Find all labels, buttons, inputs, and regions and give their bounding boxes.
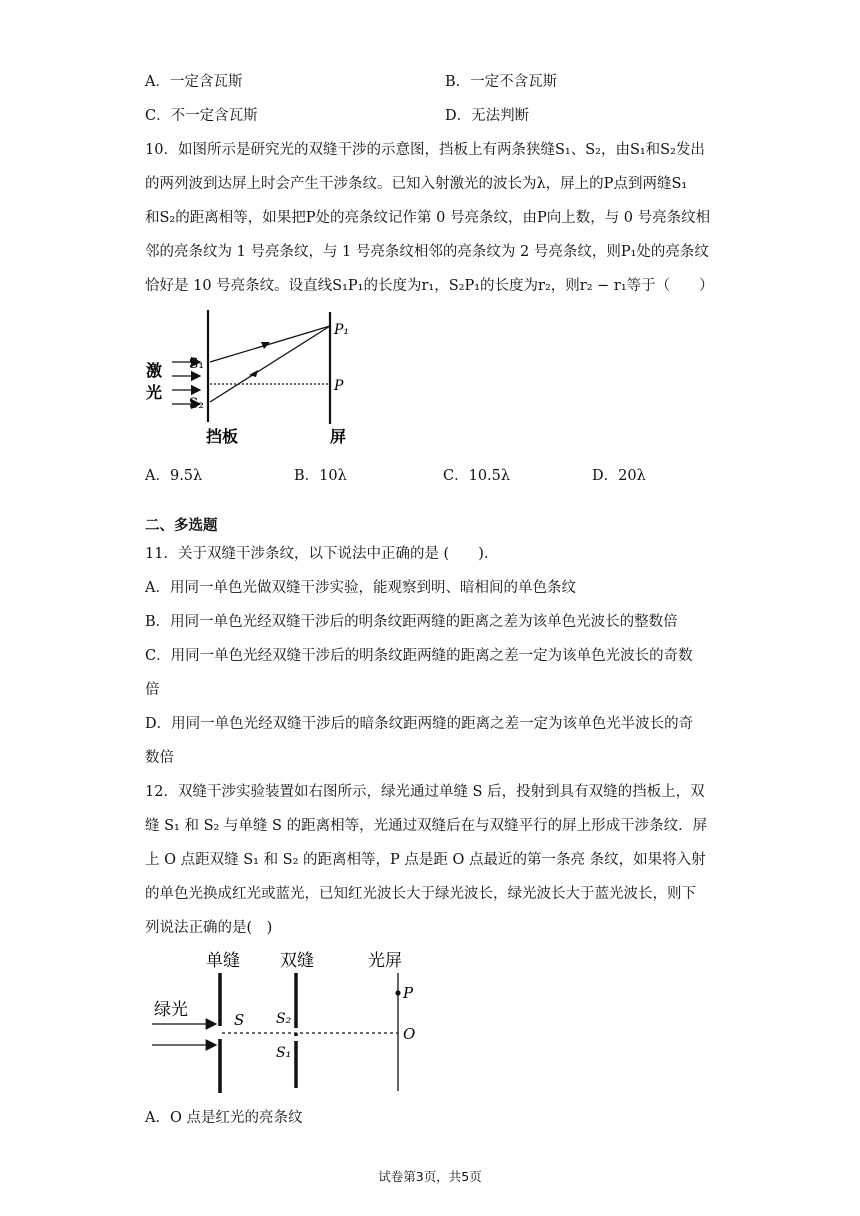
q12-double-slit-setup-figure — [140, 945, 430, 1100]
green-light-label: 绿光 — [154, 1000, 188, 1020]
s1-label: S₁ — [188, 356, 204, 372]
q10-line-2: 的两列波到达屏上时会产生干涉条纹。已知入射激光的波长为λ，屏上的P点到两缝S₁ — [145, 176, 688, 192]
s2-label-q12: S₂ — [276, 1011, 292, 1027]
q11-line-6: D．用同一单色光经双缝干涉后的暗条纹距两缝的距离之差一定为该单色光半波长的奇 — [145, 716, 694, 732]
q12-option-a: A．O 点是红光的亮条纹 — [145, 1110, 303, 1126]
double-slit-label: 双缝 — [280, 951, 314, 971]
q12-line-1: 12．双缝干涉实验装置如右图所示，绿光通过单缝 S 后，投射到具有双缝的挡板上，双 — [145, 784, 705, 800]
q10-line-4: 邻的亮条纹为 1 号亮条纹，与 1 号亮条纹相邻的亮条纹为 2 号亮条纹，则P₁处的亮条纹 — [145, 244, 709, 260]
q11-line-7: 数倍 — [145, 750, 174, 766]
q10-option-a: A．9.5λ — [145, 468, 203, 484]
light-screen-label: 光屏 — [368, 951, 402, 971]
section-title-multiple-choice: 二、多选题 — [145, 517, 218, 534]
q9-option-a: A．一定含瓦斯 — [145, 74, 243, 90]
q10-line-1: 10．如图所示是研究光的双缝干涉的示意图，挡板上有两条狭缝S₁、S₂，由S₁和S₂发出 — [145, 142, 705, 158]
q12-line-3: 上 O 点距双缝 S₁ 和 S₂ 的距离相等，P 点是距 O 点最近的第一条亮 条纹，如果将入射 — [145, 852, 706, 868]
o-label: O — [403, 1025, 416, 1043]
q12-line-5: 列说法正确的是( ) — [145, 920, 273, 936]
laser-label-1: 激 — [146, 361, 163, 380]
q10-option-c: C．10.5λ — [443, 468, 511, 484]
q9-option-c: C．不一定含瓦斯 — [145, 108, 258, 124]
s1-label-q12: S₁ — [276, 1045, 292, 1061]
barrier-label: 挡板 — [206, 427, 239, 446]
p-label: P — [334, 378, 344, 394]
q9-option-d: D．无法判断 — [445, 108, 530, 124]
single-slit-label: 单缝 — [206, 951, 240, 971]
q11-line-5: 倍 — [145, 682, 160, 698]
q10-line-5: 恰好是 10 号亮条纹。设直线S₁P₁的长度为r₁，S₂P₁的长度为r₂，则r₂ − r₁等于（ ） — [145, 278, 714, 294]
p-label-q12: P — [403, 984, 414, 1002]
q11-line-3: B．用同一单色光经双缝干涉后的明条纹距两缝的距离之差为该单色光波长的整数倍 — [145, 614, 678, 630]
q12-line-4: 的单色光换成红光或蓝光，已知红光波长大于绿光波长，绿光波长大于蓝光波长，则下 — [145, 886, 696, 902]
q10-line-3: 和S₂的距离相等，如果把P处的亮条纹记作第 0 号亮条纹，由P向上数，与 0 号亮条纹相 — [145, 210, 711, 226]
p1-label: P₁ — [334, 322, 350, 338]
page-footer: 试卷第3页，共5页 — [378, 1169, 482, 1184]
ray-s2-p1 — [210, 326, 330, 402]
s-label: S — [234, 1011, 245, 1029]
q10-double-slit-figure — [140, 310, 370, 455]
q11-line-2: A．用同一单色光做双缝干涉实验，能观察到明、暗相间的单色条纹 — [145, 580, 576, 596]
screen-label: 屏 — [330, 427, 347, 446]
point-p-dot — [395, 990, 400, 995]
ray-s1-p1 — [210, 326, 330, 362]
q10-option-b: B．10λ — [294, 468, 347, 484]
laser-label-2: 光 — [146, 383, 163, 402]
q9-option-b: B．一定不含瓦斯 — [445, 74, 558, 90]
s2-label: S₂ — [188, 396, 204, 412]
q11-line-1: 11．关于双缝干涉条纹，以下说法中正确的是 ( ). — [145, 546, 489, 562]
q10-option-d: D．20λ — [592, 468, 646, 484]
q12-line-2: 缝 S₁ 和 S₂ 与单缝 S 的距离相等，光通过双缝后在与双缝平行的屏上形成干涉条纹．屏 — [145, 818, 708, 834]
q11-line-4: C．用同一单色光经双缝干涉后的明条纹距两缝的距离之差一定为该单色光波长的奇数 — [145, 648, 693, 664]
ray-arrow-1 — [261, 342, 270, 349]
